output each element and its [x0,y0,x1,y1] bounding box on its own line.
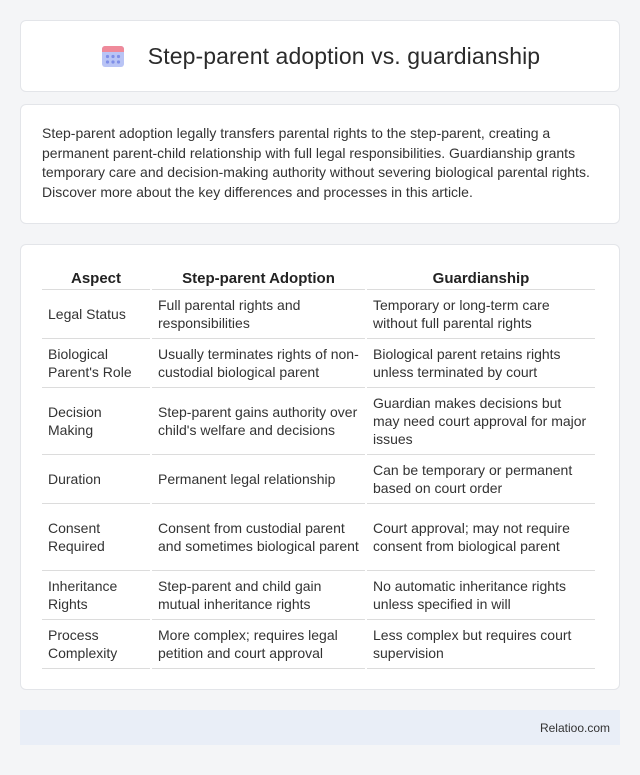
aspect-cell: Biological Parent's Role [42,339,150,388]
aspect-cell: Legal Status [42,290,150,339]
adoption-cell: More complex; requires legal petition and court approval [152,620,365,669]
header-aspect: Aspect [42,264,150,290]
adoption-cell: Consent from custodial parent and sometimes biological parent [152,504,365,571]
aspect-cell: Decision Making [42,388,150,455]
table-row [42,620,595,669]
guardianship-cell: Less complex but requires court supervision [367,620,595,669]
page-title: Step-parent adoption vs. guardianship [147,42,541,69]
guardianship-cell: No automatic inheritance rights unless specified in will [367,571,595,620]
header-guardianship: Guardianship [367,264,595,290]
aspect-cell: Inheritance Rights [42,571,150,620]
adoption-cell: Full parental rights and responsibilities [152,290,365,339]
guardianship-cell: Biological parent retains rights unless terminated by court [367,339,595,388]
table-header-row [42,264,595,290]
footer [20,710,620,745]
table-row [42,455,595,504]
guardianship-cell: Guardian makes decisions but may need court approval for major issues [367,388,595,455]
header-step-parent-adoption: Step-parent Adoption [152,264,365,290]
adoption-cell: Usually terminates rights of non-custodial biological parent [152,339,365,388]
table-row [42,388,595,455]
title-card [20,20,620,92]
intro-paragraph: Step-parent adoption legally transfers parental rights to the step-parent, creating a permanent parent-child relationship with full legal responsibilities. Guardianship grants temporary care and decision-making authority without severing biological parental rights. Discover more about the key differences and processes in this article. [42,125,590,200]
guardianship-cell: Can be temporary or permanent based on court order [367,455,595,504]
adoption-cell: Step-parent and child gain mutual inheritance rights [152,571,365,620]
table-row [42,290,595,339]
footer-brand: Relatioo.com [539,720,610,735]
table-row [42,339,595,388]
aspect-cell: Consent Required [42,504,150,571]
guardianship-cell: Court approval; may not require consent from biological parent [367,504,595,571]
adoption-cell: Step-parent gains authority over child's welfare and decisions [152,388,365,455]
table-row [42,571,595,620]
aspect-cell: Process Complexity [42,620,150,669]
calendar-icon [100,43,126,69]
table-row [42,504,595,571]
intro-card [20,104,620,224]
comparison-card [20,244,620,690]
comparison-table [40,264,597,669]
adoption-cell: Permanent legal relationship [152,455,365,504]
guardianship-cell: Temporary or long-term care without full parental rights [367,290,595,339]
aspect-cell: Duration [42,455,150,504]
